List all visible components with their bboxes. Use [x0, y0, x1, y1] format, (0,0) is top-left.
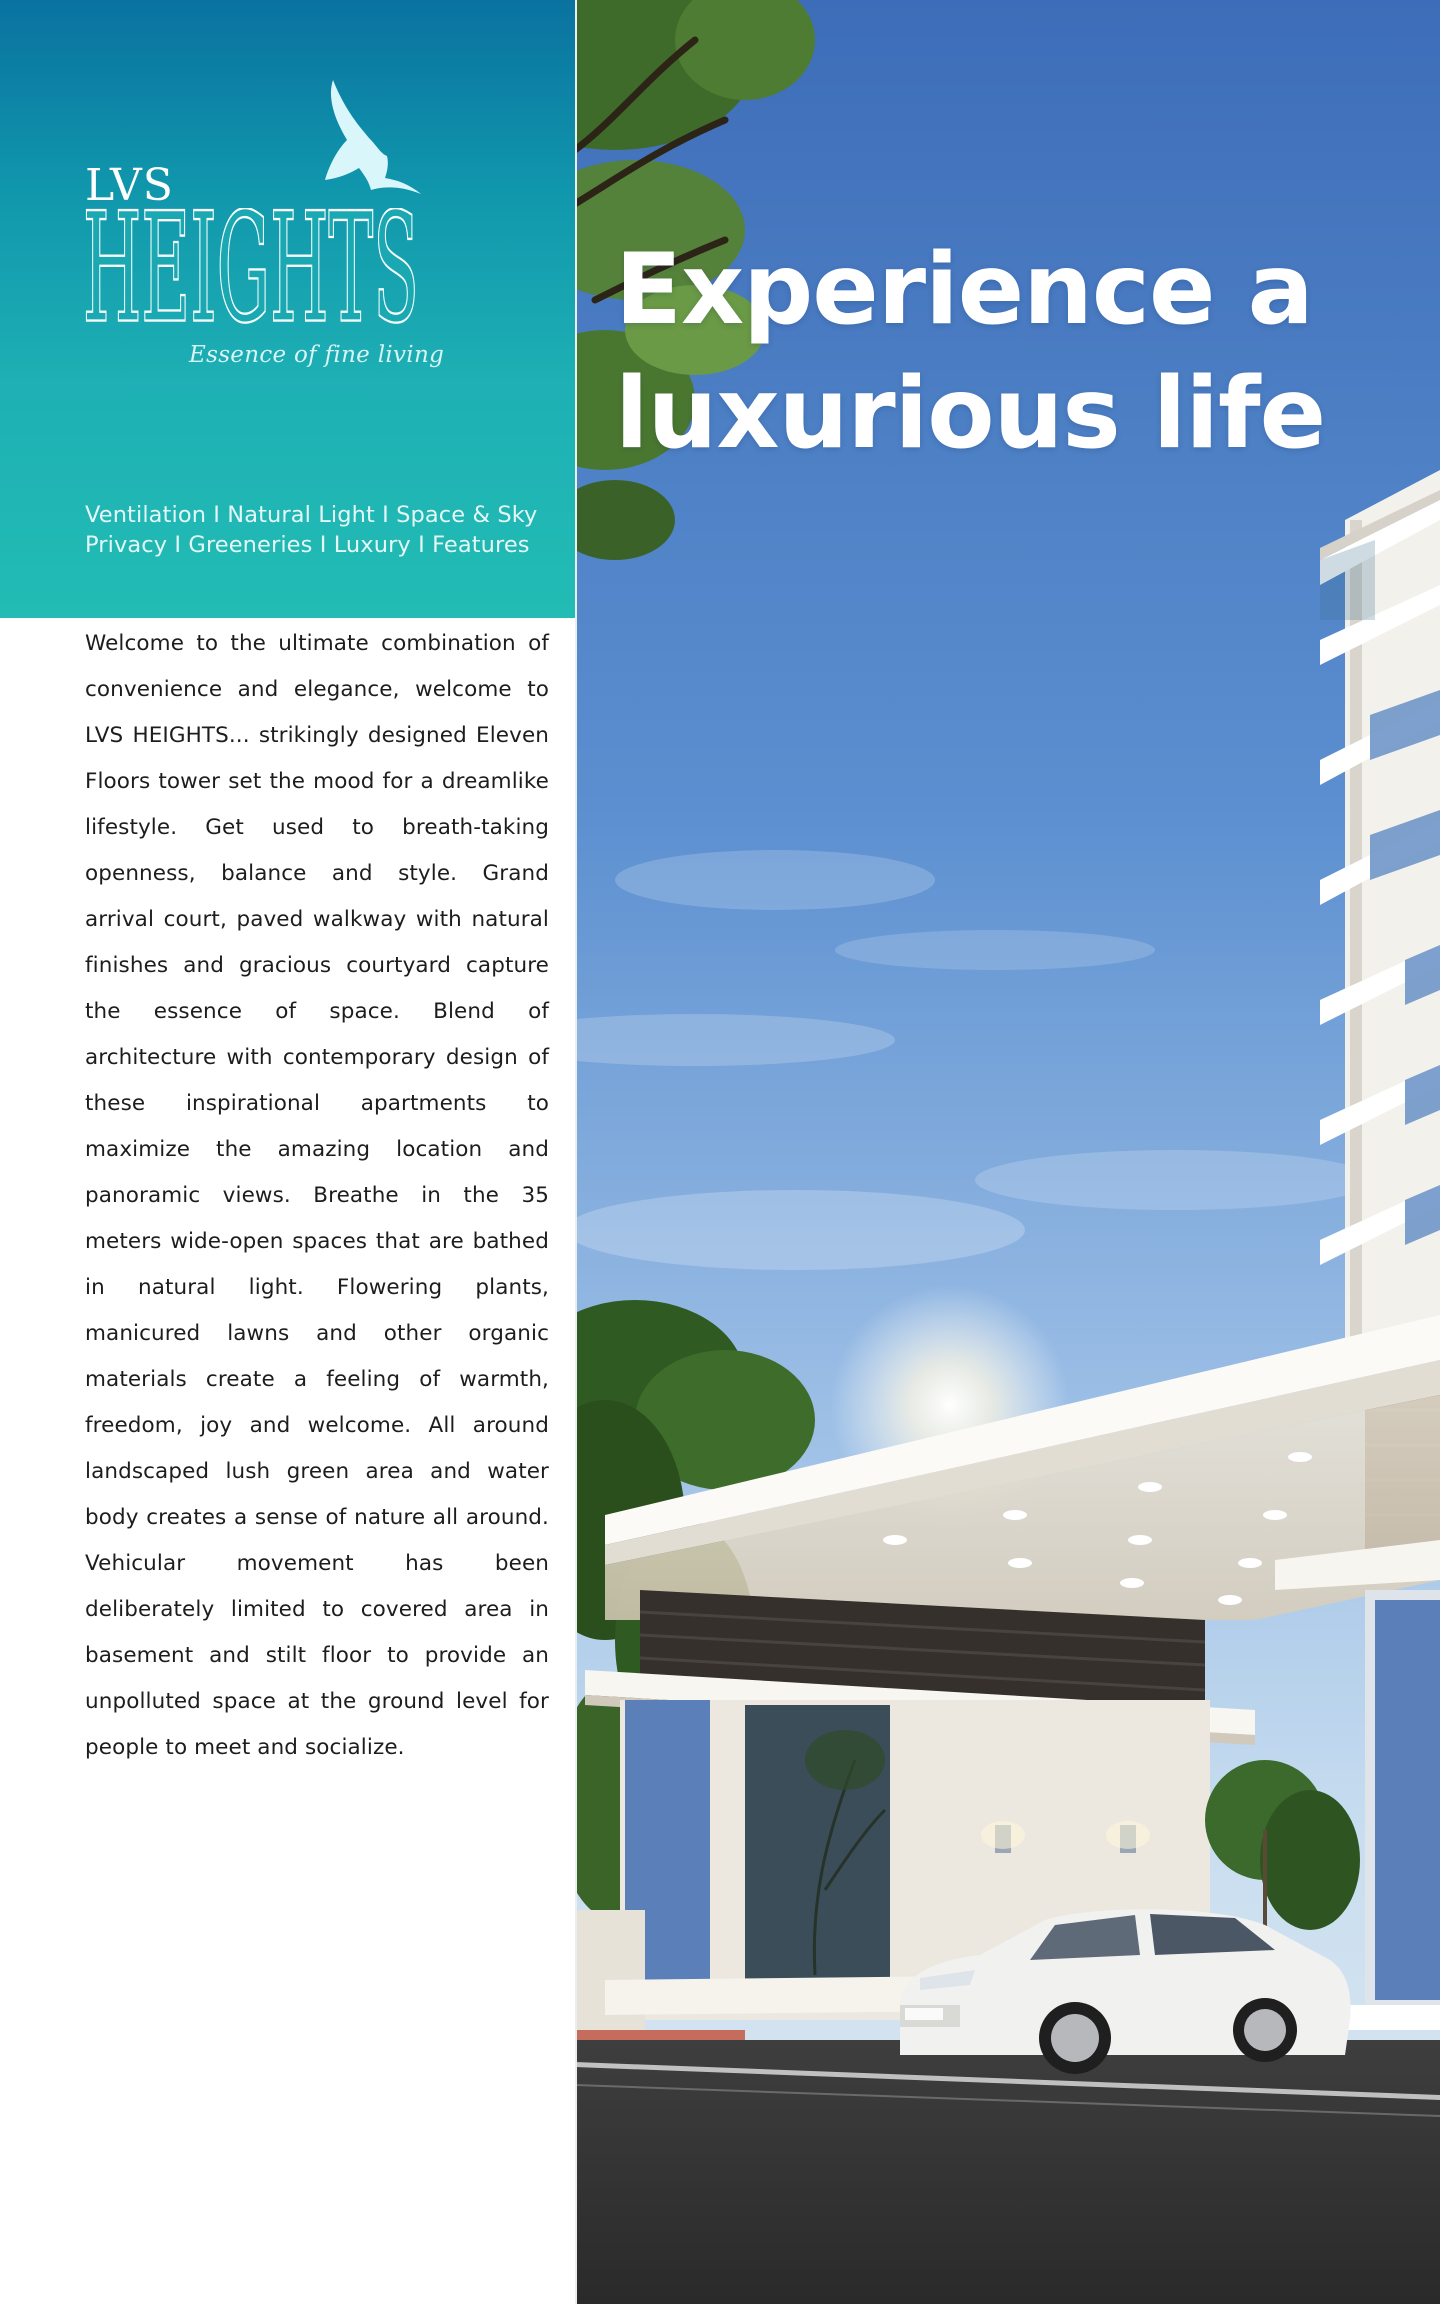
logo-tagline: Essence of fine living — [189, 342, 445, 368]
feature-line: Privacy I Greeneries I Luxury I Features — [85, 532, 530, 558]
left-panel — [0, 0, 575, 2304]
hero-headline — [615, 228, 1415, 476]
logo-heights-wordmark — [83, 208, 423, 328]
feature-line: Ventilation I Natural Light I Space & Sky — [85, 502, 538, 528]
logo — [83, 80, 445, 380]
bird-icon — [325, 80, 425, 210]
svg-text:HEIGHTS: HEIGHTS — [83, 208, 419, 328]
intro-paragraph: Welcome to the ultimate combination of convenience and elegance, welcome to LVS HEIGHTS... strikingly designed Eleven Floors tower set the mood for a dreamlike lifestyle. Get used to breath-taking openness, balance and style. Grand arrival court, paved walkway with natural finishes and gracious courtyard capture the essence of space. Blend of architecture with contemporary design of these inspirational apartments to maximize the amazing location and panoramic views. Breathe in the 35 meters wide-open spaces that are bathed in natural light. Flowering plants, manicured lawns and other organic materials create a feeling of warmth, freedom, joy and welcome. All around landscaped lush green area and water body creates a sense of nature all around. Vehicular movement has been deliberately limited to covered area in basement and stilt floor to provide an unpolluted space at the ground level for people to meet and socialize. — [85, 631, 549, 1760]
headline-line: luxurious life — [615, 357, 1326, 471]
headline-line: Experience a — [615, 233, 1313, 347]
logo-lvs-text: LVS — [85, 160, 174, 211]
brand-header — [0, 0, 575, 618]
feature-list — [85, 500, 555, 560]
column-divider — [575, 0, 577, 2304]
logo-heights-text: HEIGHTS — [83, 208, 419, 328]
